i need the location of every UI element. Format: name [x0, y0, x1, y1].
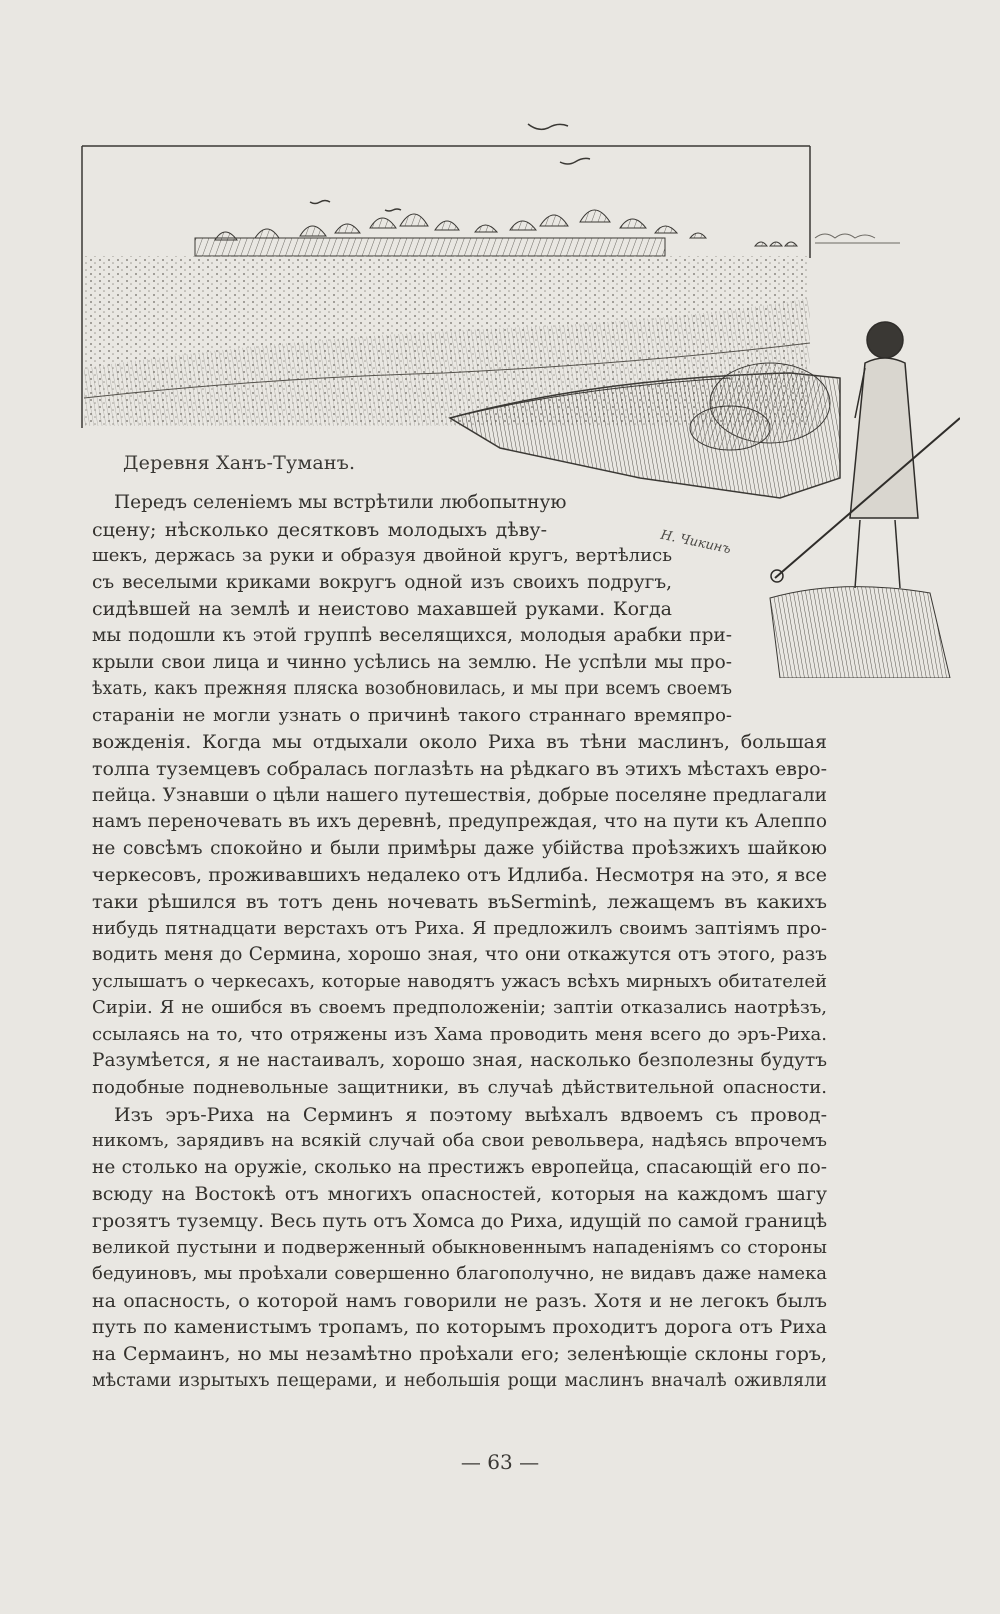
text-line: шекъ, держась за руки и образуя двойной кругъ, вертѣлись [92, 545, 672, 567]
text-line: мы подошли къ этой группѣ веселящихся, молодыя арабки при- [92, 624, 732, 646]
text-line: толпа туземцевъ собралась поглазѣть на рѣдкаго въ этихъ мѣстахъ евро- [92, 757, 828, 780]
text-line: не совсѣмъ спокойно и были примѣры даже убійства проѣзжихъ шайкою [92, 837, 827, 859]
text-line: никомъ, зарядивъ на всякій случай оба свои револьвера, надѣясь впрочемъ [92, 1130, 827, 1152]
text-line: услышатъ о черкесахъ, которые наводятъ ужасъ всѣхъ мирныхъ обитателей [92, 970, 827, 992]
text-line: ѣхать, какъ прежняя пляска возобновилась, и мы при всемъ своемъ [92, 679, 732, 700]
text-line: мѣстами изрытыхъ пещерами, и небольшія рощи маслинъ вначалѣ оживляли [92, 1370, 827, 1391]
text-line: не столько на оружіе, сколько на престижъ европейца, спасающій его по- [92, 1156, 827, 1178]
text-line: путь по каменистымъ тропамъ, по которымъ проходитъ дорога отъ Риха [92, 1316, 827, 1339]
text-line: крыли свои лица и чинно усѣлись на землю. Не успѣли мы про- [92, 651, 732, 673]
illustration-caption: Деревня Ханъ-Туманъ. [123, 452, 356, 474]
text-line: съ веселыми криками вокругъ одной изъ своихъ подругъ, [92, 571, 672, 593]
text-line: грозятъ туземцу. Весь путь отъ Хомса до Риха, идущій по самой границѣ [92, 1210, 828, 1233]
text-line: пейца. Узнавши о цѣли нашего путешествія, добрые поселяне предлагали [92, 784, 827, 806]
paragraph-2 [92, 1102, 827, 1395]
text-line: ссылаясь на то, что отряжены изъ Хама проводить меня всего до эръ-Риха. [92, 1023, 827, 1045]
paragraph-1 [92, 490, 827, 1102]
text-line: Передъ селеніемъ мы встрѣтили любопытную [114, 492, 567, 513]
page-number: — 63 — [460, 1450, 540, 1474]
text-line: Разумѣется, я не настаивалъ, хорошо зная, насколько безполезны будутъ [92, 1050, 827, 1072]
text-line: великой пустыни и подверженный обыкновеннымъ нападеніямъ со стороны [92, 1236, 827, 1258]
distant-hills [815, 234, 900, 243]
text-line: Изъ эръ-Риха на Серминъ я поэтому выѣхалъ вдвоемъ съ провод- [114, 1103, 827, 1126]
text-line: бедуиновъ, мы проѣхали совершенно благополучно, не видавъ даже намека [92, 1263, 827, 1285]
text-line: на опасность, о которой намъ говорили не разъ. Хотя и не легокъ былъ [92, 1289, 827, 1312]
text-line: стараніи не могли узнать о причинѣ такого страннаго времяпро- [92, 704, 732, 726]
text-line: черкесовъ, проживавшихъ недалеко отъ Идлиба. Несмотря на это, я все [92, 864, 827, 887]
text-line: всюду на Востокѣ отъ многихъ опасностей, которыя на каждомъ шагу [92, 1183, 827, 1206]
text-line: подобные подневольные защитники, въ случаѣ дѣйствительной опасности. [92, 1077, 827, 1099]
text-line: сцену; нѣсколько десятковъ молодыхъ дѣву- [92, 518, 547, 541]
text-line: намъ переночевать въ ихъ деревнѣ, предупреждая, что на пути къ Алеппо [92, 811, 827, 833]
artist-signature: Н. Чикинъ [659, 527, 733, 558]
text-line: Сиріи. Я не ошибся въ своемъ предположеніи; заптіи отказались наотрѣзъ, [92, 997, 827, 1019]
text-line: вожденія. Когда мы отдыхали около Риха въ тѣни маслинъ, большая [92, 731, 827, 754]
text-line: на Сермаинъ, но мы незамѣтно проѣхали его; зеленѣющіе склоны горъ, [92, 1343, 827, 1365]
village-domes [195, 210, 797, 256]
text-line: сидѣвшей на землѣ и неистово махавшей руками. Когда [92, 598, 672, 621]
birds [310, 124, 590, 211]
body-text [92, 490, 827, 1394]
text-line: нибудь пятнадцати верстахъ отъ Риха. Я предложилъ своимъ заптіямъ про- [92, 917, 827, 939]
text-line: водить меня до Сермина, хорошо зная, что они откажутся отъ этого, разъ [92, 944, 827, 966]
text-line: таки рѣшился въ тотъ день ночевать въSerminѣ, лежащемъ въ какихъ [92, 890, 827, 913]
